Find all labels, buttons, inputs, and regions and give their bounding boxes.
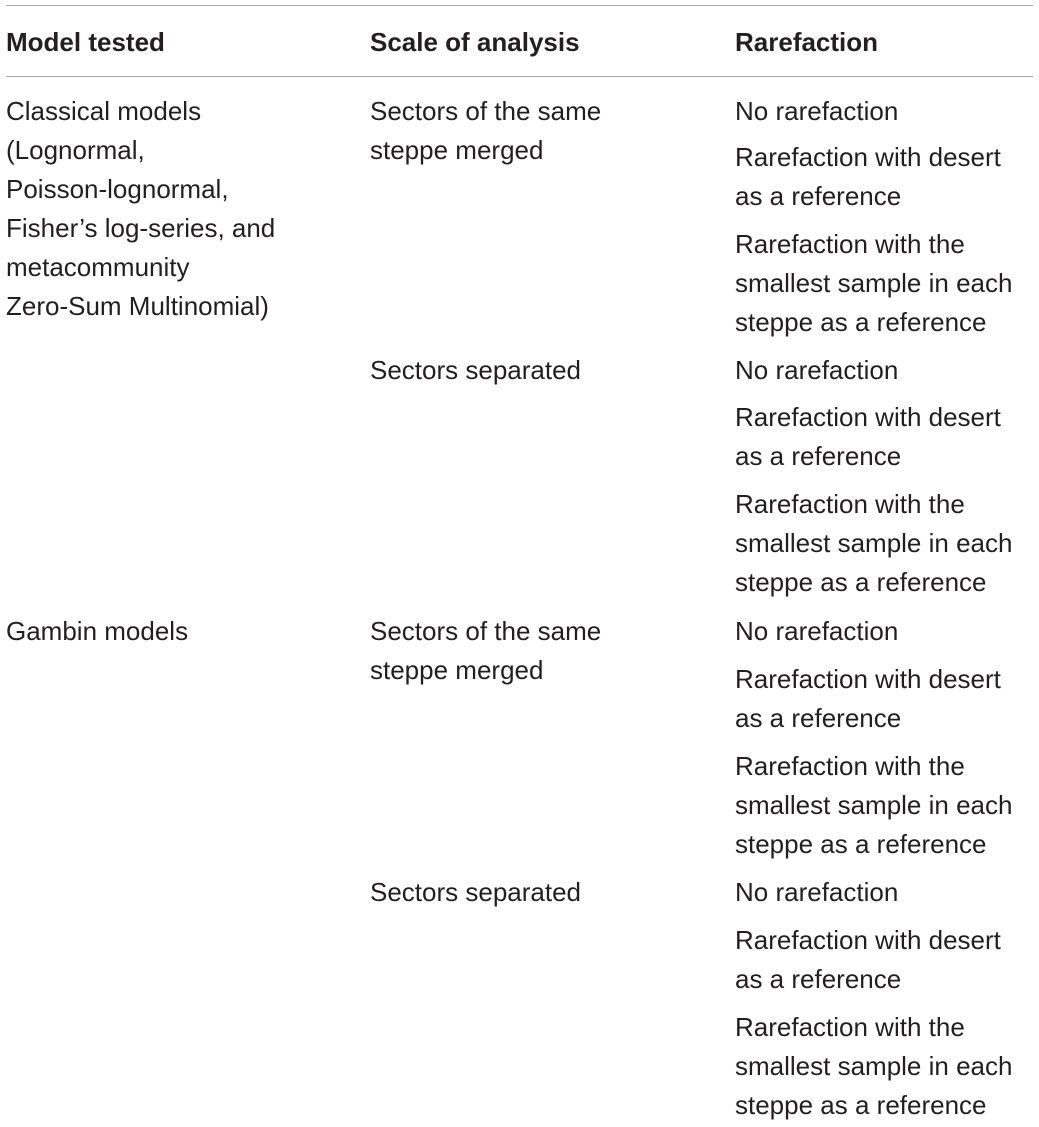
- scale-cell: Sectors separated: [370, 877, 582, 907]
- scale-cell: Sectors of the same steppe merged: [370, 96, 602, 165]
- rarefaction-cell: Rarefaction with desert as a reference: [735, 402, 1001, 471]
- rarefaction-cell: Rarefaction with the smallest sample in each steppe as a reference: [735, 1012, 1013, 1120]
- table-top-rule: [6, 5, 1033, 6]
- rarefaction-cell: Rarefaction with the smallest sample in each steppe as a reference: [735, 229, 1013, 337]
- scale-cell: Sectors separated: [370, 355, 582, 385]
- rarefaction-cell: Rarefaction with the smallest sample in each steppe as a reference: [735, 489, 1013, 597]
- rarefaction-cell: No rarefaction: [735, 96, 899, 126]
- header-scale-of-analysis: Scale of analysis: [370, 27, 580, 57]
- rarefaction-cell: Rarefaction with desert as a reference: [735, 664, 1001, 733]
- rarefaction-cell: No rarefaction: [735, 616, 899, 646]
- rarefaction-cell: Rarefaction with the smallest sample in each steppe as a reference: [735, 751, 1013, 859]
- model-cell-classical: Classical models (Lognormal, Poisson-lognormal, Fisher’s log-series, and metacommunity Zero-Sum Multinomial): [6, 96, 276, 321]
- header-rarefaction: Rarefaction: [735, 27, 879, 57]
- rarefaction-cell: No rarefaction: [735, 355, 899, 385]
- header-model-tested: Model tested: [6, 27, 165, 57]
- model-cell-gambin: Gambin models: [6, 616, 189, 646]
- rarefaction-cell: Rarefaction with desert as a reference: [735, 142, 1001, 211]
- rarefaction-cell: No rarefaction: [735, 877, 899, 907]
- scale-cell: Sectors of the same steppe merged: [370, 616, 602, 685]
- rarefaction-cell: Rarefaction with desert as a reference: [735, 925, 1001, 994]
- header-bottom-rule: [6, 76, 1033, 77]
